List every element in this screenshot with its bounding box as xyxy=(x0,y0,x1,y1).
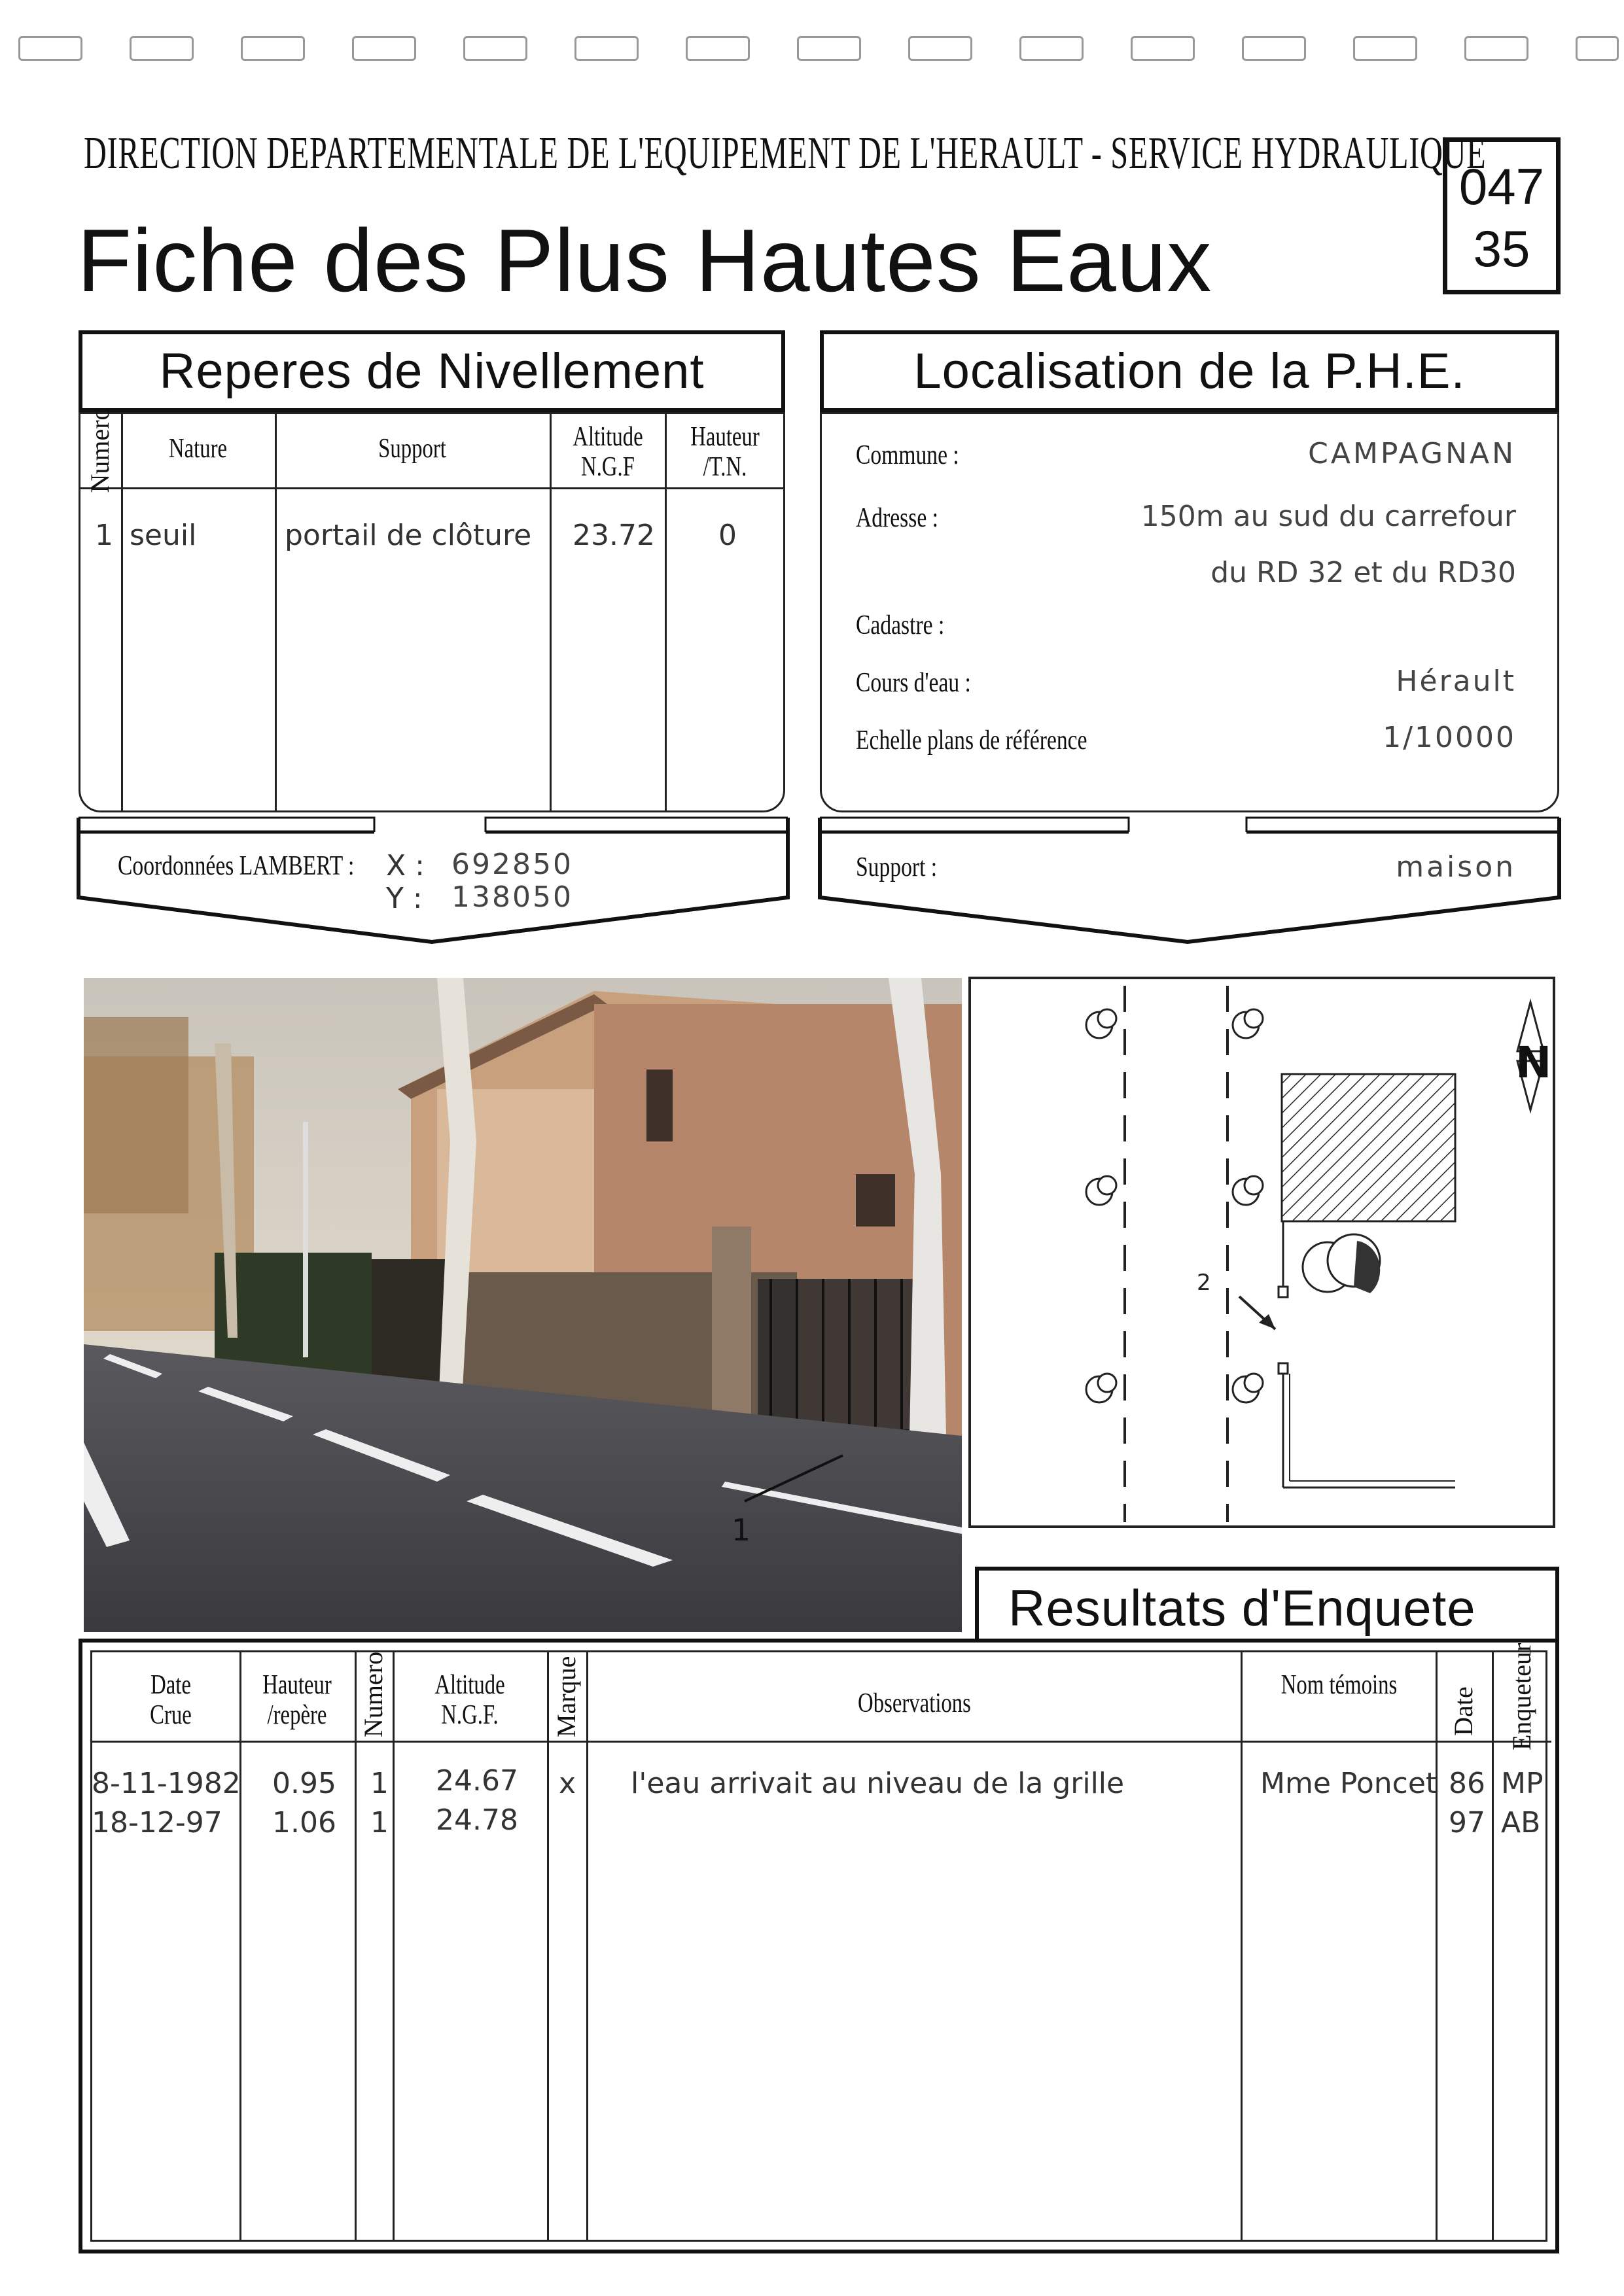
binder-hole xyxy=(797,36,861,61)
commune-value: CAMPAGNAN xyxy=(1308,437,1516,470)
col-hauteur-repere-header: Hauteur /repère xyxy=(262,1670,332,1731)
binder-hole xyxy=(130,36,194,61)
page-title: Fiche des Plus Hautes Eaux xyxy=(77,211,1212,310)
cell-hauteur: 0.95 xyxy=(272,1767,336,1800)
localisation-header xyxy=(820,330,1559,412)
reference-number-top: 047 xyxy=(1458,158,1545,215)
cell-marque: x xyxy=(559,1767,576,1800)
binder-hole xyxy=(1353,36,1417,61)
col-date-crue-header: Date Crue xyxy=(150,1670,192,1731)
col-numero-header: Numero xyxy=(359,1651,388,1737)
binder-hole xyxy=(463,36,527,61)
binder-hole xyxy=(1464,36,1528,61)
col-support-header: Support xyxy=(378,434,446,464)
binder-hole xyxy=(1019,36,1084,61)
cell-observations: l'eau arrivait au niveau de la grille xyxy=(631,1767,1125,1800)
north-icon: N xyxy=(1515,1037,1552,1088)
site-photo xyxy=(84,978,962,1632)
resultats-title: Resultats d'Enquete xyxy=(1008,1578,1476,1637)
coords-label: Coordonnées LAMBERT : xyxy=(118,851,355,881)
cell-nom-temoins: Mme Poncet xyxy=(1260,1767,1438,1800)
resultats-table xyxy=(79,1639,1559,2253)
resultats-header xyxy=(975,1567,1559,1645)
binder-hole xyxy=(241,36,305,61)
cours-eau-value: Hérault xyxy=(1396,665,1516,698)
reperes-title: Reperes de Nivellement xyxy=(159,343,705,399)
reperes-header xyxy=(79,330,785,412)
cell-hauteur: 1.06 xyxy=(272,1806,336,1839)
institution-header: DIRECTION DEPARTEMENTALE DE L'EQUIPEMENT DE L'HERAULT - SERVICE HYDRAULIQUE xyxy=(84,128,1487,179)
site-plan xyxy=(968,977,1555,1528)
col-observations-header: Observations xyxy=(858,1688,971,1718)
cell-enqueteur: AB xyxy=(1501,1806,1541,1839)
reference-box xyxy=(1443,137,1561,294)
support-label: Support : xyxy=(856,852,938,882)
localisation-title: Localisation de la P.H.E. xyxy=(913,343,1466,399)
binder-hole xyxy=(908,36,972,61)
cours-eau-label: Cours d'eau : xyxy=(856,668,971,698)
cadastre-label: Cadastre : xyxy=(856,610,945,640)
tree-icon xyxy=(1086,1009,1263,1402)
cell-altitude: 24.67 xyxy=(436,1764,518,1798)
echelle-label: Echelle plans de référence xyxy=(856,725,1087,756)
cell-hauteur: 0 xyxy=(718,519,737,552)
col-marque-header: Marque xyxy=(552,1656,581,1737)
coord-x-value: 692850 xyxy=(451,848,573,881)
photo-marker: 1 xyxy=(732,1512,751,1548)
reperes-table xyxy=(79,407,785,812)
col-date-header: Date xyxy=(1449,1686,1478,1736)
commune-label: Commune : xyxy=(856,440,959,470)
coord-y-label: Y : xyxy=(386,882,423,915)
cell-altitude: 24.78 xyxy=(436,1803,518,1837)
binder-hole xyxy=(352,36,416,61)
coord-x-label: X : xyxy=(386,849,425,882)
col-altitude-header: Altitude N.G.F xyxy=(573,422,643,483)
binder-hole xyxy=(1576,36,1619,61)
col-nature-header: Nature xyxy=(168,434,228,464)
cell-enqueteur: MP xyxy=(1501,1767,1544,1800)
col-enqueteur-header: Enqueteur xyxy=(1507,1643,1536,1750)
cell-numero: 1 xyxy=(370,1806,389,1839)
plan-marker: 2 xyxy=(1197,1270,1211,1296)
binder-hole xyxy=(574,36,639,61)
echelle-value: 1/10000 xyxy=(1383,721,1516,754)
cell-date: 86 xyxy=(1449,1767,1485,1800)
adresse-label: Adresse : xyxy=(856,503,938,533)
adresse-line1: 150m au sud du carrefour xyxy=(1140,500,1516,533)
adresse-line2: du RD 32 et du RD30 xyxy=(1210,556,1516,589)
col-altitude-ngf-header: Altitude N.G.F. xyxy=(434,1670,505,1731)
reference-number-bottom: 35 xyxy=(1473,220,1530,277)
cell-date-crue: 8-11-1982 xyxy=(92,1767,241,1800)
col-numero-header: Numero xyxy=(85,407,115,493)
binder-hole xyxy=(18,36,82,61)
binder-hole xyxy=(1242,36,1306,61)
cell-nature: seuil xyxy=(130,519,197,552)
col-nom-temoins-header: Nom témoins xyxy=(1280,1670,1398,1700)
cell-numero: 1 xyxy=(370,1767,389,1800)
support-value: maison xyxy=(1396,850,1516,884)
binder-hole xyxy=(1131,36,1195,61)
cell-date: 97 xyxy=(1449,1806,1485,1839)
binder-hole xyxy=(686,36,750,61)
cell-numero: 1 xyxy=(95,519,113,552)
cell-altitude: 23.72 xyxy=(573,519,655,552)
coord-y-value: 138050 xyxy=(451,880,573,914)
cell-date-crue: 18-12-97 xyxy=(92,1806,222,1839)
cell-support: portail de clôture xyxy=(285,519,532,552)
col-hauteur-header: Hauteur /T.N. xyxy=(690,422,760,483)
